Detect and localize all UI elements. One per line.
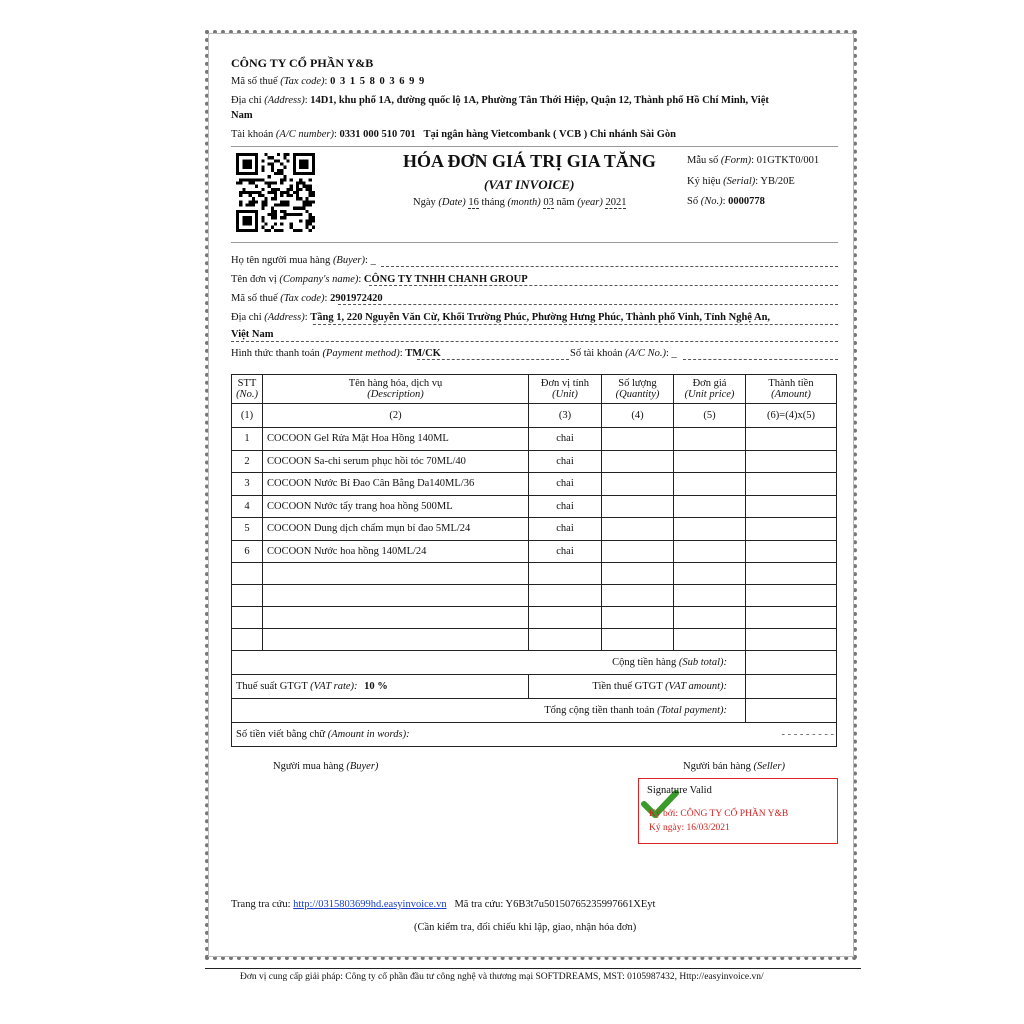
date-prefix: Ngày <box>413 197 436 208</box>
row-unit: chai <box>529 450 602 473</box>
buyer-tax-code: 2901972420 <box>330 293 383 304</box>
header-quantity: Số lượng (Quantity) <box>602 375 674 404</box>
row-description: COCOON Nước Bí Đao Cân Bằng Da140ML/36 <box>263 473 529 496</box>
row-number: 1 <box>232 428 263 451</box>
row-number: 3 <box>232 473 263 496</box>
dotted-line <box>231 341 838 342</box>
serial-label-en: (Serial) <box>723 176 756 187</box>
row-amount <box>746 495 837 518</box>
dotted-line <box>381 266 838 267</box>
row-unit-price <box>674 540 746 563</box>
seller-tax-label: Mã số thuế <box>231 76 278 87</box>
seller-address: 14D1, khu phố 1A, đường quốc lộ 1A, Phường Tân Thới Hiệp, Quận 12, Thành phố Hồ Chí Minh, Việt <box>310 95 769 106</box>
vat-row <box>232 675 837 699</box>
row-unit-price <box>674 450 746 473</box>
invoice-title: HÓA ĐƠN GIÁ TRỊ GIA TĂNG <box>403 151 656 171</box>
payment-method: TM/CK <box>405 348 441 359</box>
buyer-signature-label <box>273 761 378 772</box>
row-quantity <box>602 495 674 518</box>
buyer-sign-title-en: (Buyer) <box>346 761 379 772</box>
empty-row <box>232 629 837 651</box>
row-amount <box>746 540 837 563</box>
header-unit-price: Đơn giá (Unit price) <box>674 375 746 404</box>
col-number: (5) <box>674 404 746 428</box>
number-label: Số <box>687 196 699 207</box>
row-unit-price <box>674 518 746 541</box>
subtotal-row <box>232 651 837 675</box>
row-quantity <box>602 473 674 496</box>
invoice-date <box>413 197 626 208</box>
vat-amount-value <box>746 675 837 699</box>
empty-row <box>232 607 837 629</box>
seller-name: CÔNG TY CỔ PHẦN Y&B <box>231 56 374 70</box>
buyer-account-label: Số tài khoản <box>570 348 623 359</box>
row-unit-price <box>674 428 746 451</box>
subtotal-label-en: (Sub total): <box>678 657 727 668</box>
row-amount <box>746 473 837 496</box>
footer-divider <box>205 968 861 969</box>
signed-by: Ký bởi: CÔNG TY CỔ PHẦN Y&B <box>649 809 789 819</box>
buyer-line: Họ tên người mua hàng (Buyer): _ <box>231 255 838 266</box>
row-quantity <box>602 450 674 473</box>
seller-tax-code: 0 3 1 5 8 0 3 6 9 9 <box>330 76 426 87</box>
subtotal-label: Cộng tiền hàng <box>612 657 677 668</box>
payment-label-en: (Payment method) <box>322 348 400 359</box>
lookup-code: Y6B3t7u50150765235997661XEyt <box>505 899 656 910</box>
check-note: (Cần kiểm tra, đối chiếu khi lập, giao, nhận hóa đơn) <box>414 922 637 933</box>
buyer-address-label-en: (Address) <box>264 312 305 323</box>
vat-amount-label-en: (VAT amount): <box>665 681 727 692</box>
total-row <box>232 699 837 723</box>
date-prefix-en: (Date) <box>438 197 466 208</box>
seller-address-line2: Nam <box>231 110 253 121</box>
lookup-link[interactable]: http://0315803699hd.easyinvoice.vn <box>293 899 447 910</box>
table-row <box>232 473 837 496</box>
digital-signature-box <box>638 778 838 844</box>
buyer-address-line: Địa chỉ (Address): Tầng 1, 220 Nguyễn Văn Cừ, Khối Trường Phúc, Phường Hưng Phúc, Thành phố Vinh, Tỉnh Nghệ An, <box>231 312 838 323</box>
lookup-label: Trang tra cứu: <box>231 899 291 910</box>
buyer-name: _ <box>370 255 376 266</box>
table-row <box>232 540 837 563</box>
dotted-line <box>369 285 838 286</box>
table-row <box>232 428 837 451</box>
row-amount <box>746 450 837 473</box>
signed-date: Ký ngày: 16/03/2021 <box>649 823 730 833</box>
company-label-en: (Company's name) <box>279 274 359 285</box>
empty-row <box>232 563 837 585</box>
year-label: năm <box>556 197 575 208</box>
buyer-address-2: Việt Nam <box>231 329 274 340</box>
month-label-en: (month) <box>507 197 541 208</box>
seller-sign-title-en: (Seller) <box>753 761 785 772</box>
col-number: (1) <box>232 404 263 428</box>
vat-rate: 10 % <box>364 681 388 692</box>
seller-address-line: Địa chỉ (Address): 14D1, khu phố 1A, đường quốc lộ 1A, Phường Tân Thới Hiệp, Quận 12, Thành phố Hồ Chí Minh, Việt <box>231 95 769 106</box>
buyer-label-en: (Buyer) <box>332 255 366 266</box>
row-quantity <box>602 428 674 451</box>
header-unit: Đơn vị tính (Unit) <box>529 375 602 404</box>
seller-account-label-en: (A/C number) <box>275 129 334 140</box>
buyer-address-label: Địa chỉ <box>231 312 262 323</box>
number-line: Số (No.): 0000778 <box>687 196 765 207</box>
seller-tax-label-en: (Tax code) <box>280 76 325 87</box>
row-description: COCOON Dung dịch chấm mụn bí đao 5ML/24 <box>263 518 529 541</box>
form-line: Mẫu số (Form): 01GTKT0/001 <box>687 155 820 166</box>
words-label: Số tiền viết bằng chữ <box>236 729 326 740</box>
row-unit: chai <box>529 428 602 451</box>
total-value <box>746 699 837 723</box>
row-unit: chai <box>529 540 602 563</box>
lookup-line <box>231 899 655 910</box>
col-number: (2) <box>263 404 529 428</box>
provider-text: Đơn vị cung cấp giải pháp: Công ty cổ phần đầu tư công nghệ và thương mại SOFTDREAMS, MST: 0105987432, Http://easyinvoice.vn/ <box>240 972 764 982</box>
row-unit: chai <box>529 495 602 518</box>
table-header-row <box>232 375 837 404</box>
vat-rate-label-en: (VAT rate): <box>310 681 358 692</box>
date-year: 2021 <box>605 197 627 208</box>
header-description: Tên hàng hóa, dịch vụ (Description) <box>263 375 529 404</box>
seller-tax-line: Mã số thuế (Tax code): 0 3 1 5 8 0 3 6 9 9 <box>231 76 426 87</box>
divider <box>231 146 838 147</box>
buyer-address-line2 <box>231 329 838 340</box>
vat-amount-label: Tiền thuế GTGT <box>592 681 663 692</box>
row-description: COCOON Sa-chi serum phục hồi tóc 70ML/40 <box>263 450 529 473</box>
divider <box>231 242 838 243</box>
form-label-en: (Form) <box>720 155 752 166</box>
form-value: 01GTKT0/001 <box>756 155 820 166</box>
table-row <box>232 495 837 518</box>
seller-account-label: Tài khoản <box>231 129 274 140</box>
col-number: (6)=(4)x(5) <box>746 404 837 428</box>
buyer-tax-line: Mã số thuế (Tax code): 2901972420 <box>231 293 838 304</box>
qr-code <box>236 153 315 232</box>
empty-row <box>232 585 837 607</box>
seller-account: 0331 000 510 701 <box>339 129 416 140</box>
number-value: 0000778 <box>728 196 765 207</box>
buyer-label: Họ tên người mua hàng <box>231 255 331 266</box>
dotted-line <box>683 359 838 360</box>
buyer-sign-title: Người mua hàng <box>273 761 344 772</box>
table-row <box>232 518 837 541</box>
year-label-en: (year) <box>577 197 603 208</box>
month-label: tháng <box>481 197 505 208</box>
company-line: Tên đơn vị (Company's name): CÔNG TY TNHH CHANH GROUP <box>231 274 838 285</box>
row-number: 5 <box>232 518 263 541</box>
row-number: 6 <box>232 540 263 563</box>
dotted-line <box>338 304 838 305</box>
col-number: (3) <box>529 404 602 428</box>
seller-bank: Tại ngân hàng Vietcombank ( VCB ) Chi nhánh Sài Gòn <box>423 129 676 140</box>
total-label-en: (Total payment): <box>657 705 727 716</box>
date-day: 16 <box>468 197 479 208</box>
row-unit: chai <box>529 473 602 496</box>
dotted-line: - - - - - - - - - <box>781 729 834 740</box>
amount-words-row <box>232 723 837 747</box>
row-unit-price <box>674 495 746 518</box>
seller-sign-title: Người bán hàng <box>683 761 751 772</box>
row-description: COCOON Nước tẩy trang hoa hồng 500ML <box>263 495 529 518</box>
form-label: Mẫu số <box>687 155 719 166</box>
row-number: 2 <box>232 450 263 473</box>
payment-label: Hình thức thanh toán <box>231 348 320 359</box>
signature-valid-text: Signature Valid <box>647 785 712 796</box>
row-quantity <box>602 540 674 563</box>
header-no: STT (No.) <box>232 375 263 404</box>
buyer-account-label-en: (A/C No.) <box>625 348 666 359</box>
buyer-account: _ <box>671 348 677 359</box>
row-amount <box>746 428 837 451</box>
seller-signature-label <box>683 761 785 772</box>
vat-rate-label: Thuế suất GTGT <box>236 681 308 692</box>
payment-line: Hình thức thanh toán (Payment method): TM/CK Số tài khoản (A/C No.): _ <box>231 348 838 359</box>
number-label-en: (No.) <box>700 196 723 207</box>
items-table <box>231 374 837 747</box>
code-label: Mã tra cứu: <box>454 899 504 910</box>
col-number: (4) <box>602 404 674 428</box>
seller-address-label: Địa chỉ <box>231 95 262 106</box>
row-unit-price <box>674 473 746 496</box>
table-row <box>232 450 837 473</box>
row-number: 4 <box>232 495 263 518</box>
column-number-row <box>232 404 837 428</box>
buyer-address: Tầng 1, 220 Nguyễn Văn Cừ, Khối Trường Phúc, Phường Hưng Phúc, Thành phố Vinh, Tỉnh Nghệ An, <box>310 312 771 323</box>
row-quantity <box>602 518 674 541</box>
buyer-tax-label-en: (Tax code) <box>280 293 325 304</box>
date-month: 03 <box>543 197 554 208</box>
row-unit: chai <box>529 518 602 541</box>
dotted-line <box>417 359 569 360</box>
company-label: Tên đơn vị <box>231 274 277 285</box>
subtotal-value <box>746 651 837 675</box>
seller-account-line: Tài khoản (A/C number): 0331 000 510 701 Tại ngân hàng Vietcombank ( VCB ) Chi nhánh Sài Gòn <box>231 129 676 140</box>
serial-value: YB/20E <box>760 176 795 187</box>
header-amount: Thành tiền (Amount) <box>746 375 837 404</box>
row-description: COCOON Gel Rửa Mặt Hoa Hồng 140ML <box>263 428 529 451</box>
serial-label: Ký hiệu <box>687 176 721 187</box>
words-label-en: (Amount in words): <box>327 729 410 740</box>
buyer-tax-label: Mã số thuế <box>231 293 278 304</box>
row-description: COCOON Nước hoa hồng 140ML/24 <box>263 540 529 563</box>
serial-line: Ký hiệu (Serial): YB/20E <box>687 176 795 187</box>
row-amount <box>746 518 837 541</box>
dotted-line <box>313 324 838 325</box>
company-name: CÔNG TY TNHH CHANH GROUP <box>363 274 528 285</box>
seller-address-label-en: (Address) <box>264 95 305 106</box>
invoice-subtitle: (VAT INVOICE) <box>484 177 575 192</box>
total-label: Tổng cộng tiền thanh toán <box>544 705 655 716</box>
